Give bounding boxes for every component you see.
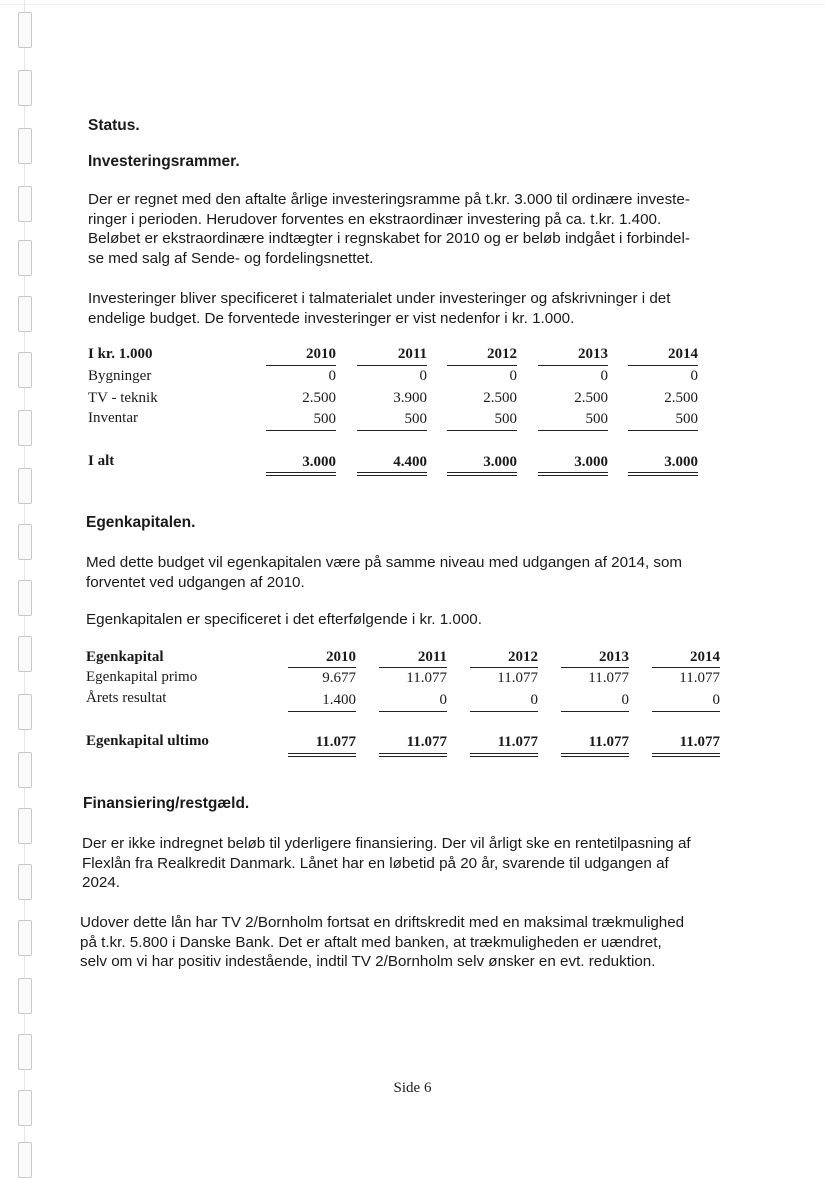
binder-hole xyxy=(18,186,32,222)
total-underline xyxy=(288,753,356,754)
subtotal-underline xyxy=(447,430,517,431)
equity-year-2010: 2010 xyxy=(326,649,356,665)
binder-hole xyxy=(18,296,32,332)
binder-hole xyxy=(18,352,32,388)
equity-paragraph-1: Med dette budget vil egenkapitalen være på samme niveau med udgangen af 2014, som forventet ved udgangen af 2010. xyxy=(86,554,683,591)
table-cell: 0 xyxy=(509,368,517,384)
row-label-inventar: Inventar xyxy=(88,410,138,426)
binder-hole xyxy=(18,70,32,106)
binder-hole xyxy=(18,978,32,1014)
table-total-cell: 11.077 xyxy=(588,734,629,750)
row-label-tv-teknik: TV - teknik xyxy=(88,390,158,406)
subtotal-underline xyxy=(538,430,608,431)
table-cell: 0 xyxy=(328,368,336,384)
financing-paragraph-2: Udover dette lån har TV 2/Bornholm fortsat en driftskredit med en maksimal trækmulighed på t.kr. 5.800 i Danske Bank. Det er aftalt med banken, at trækmuligheden er uændret, selv om vi har positiv indestående, indtil TV 2/Bornholm selv ønsker en evt. reduktion. xyxy=(80,914,685,970)
total-underline xyxy=(357,472,427,473)
equity-year-2013: 2013 xyxy=(599,649,629,665)
total-double-underline xyxy=(561,756,629,757)
total-double-underline xyxy=(628,475,698,476)
binder-hole xyxy=(18,864,32,900)
total-underline xyxy=(470,753,538,754)
subtotal-underline xyxy=(288,711,356,712)
subtotal-underline xyxy=(652,711,720,712)
total-double-underline xyxy=(379,756,447,757)
equity-year-2012: 2012 xyxy=(508,649,538,665)
binder-hole xyxy=(18,580,32,616)
financing-heading: Finansiering/restgæld. xyxy=(83,795,250,812)
table-cell: 2.500 xyxy=(302,390,336,406)
binder-hole xyxy=(18,468,32,504)
total-underline xyxy=(538,472,608,473)
total-underline xyxy=(628,472,698,473)
investments-year-2011: 2011 xyxy=(397,346,427,362)
binder-hole xyxy=(18,240,32,276)
total-underline xyxy=(447,472,517,473)
table-cell: 11.077 xyxy=(679,670,720,686)
header-underline xyxy=(379,667,447,668)
table-cell: 0 xyxy=(712,692,720,708)
table-cell: 11.077 xyxy=(497,670,538,686)
investments-table-header-label: I kr. 1.000 xyxy=(88,346,153,362)
table-total-cell: 3.000 xyxy=(574,454,608,470)
total-double-underline xyxy=(538,475,608,476)
table-cell: 500 xyxy=(313,411,336,427)
investments-paragraph-1: Der er regnet med den aftalte årlige investeringsramme på t.kr. 3.000 til ordinære investe- ringer i perioden. Herudover forventes en ekstraordinær investering på ca. t.kr. 1.400. Beløbet er ekstraordinære indtægter i regnskabet for 2010 og er beløb indgået i forbindel- se med salg af Sende- og fordelingsnettet. xyxy=(88,191,690,267)
table-cell: 2.500 xyxy=(664,390,698,406)
table-cell: 500 xyxy=(675,411,698,427)
binder-hole xyxy=(18,1034,32,1070)
binder-hole xyxy=(18,410,32,446)
subtotal-underline xyxy=(266,430,336,431)
subtotal-underline xyxy=(470,711,538,712)
subtotal-underline xyxy=(561,711,629,712)
header-underline xyxy=(470,667,538,668)
table-cell: 9.677 xyxy=(322,670,356,686)
binder-hole xyxy=(18,636,32,672)
total-double-underline xyxy=(357,475,427,476)
binder-hole xyxy=(18,524,32,560)
financing-paragraph-1: Der er ikke indregnet beløb til yderligere finansiering. Der vil årligt ske en rentetilpasning af Flexlån fra Realkredit Danmark. Lånet har en løbetid på 20 år, svarende til udgangen af 2024. xyxy=(82,835,691,891)
table-total-cell: 3.000 xyxy=(302,454,336,470)
table-cell: 0 xyxy=(621,692,629,708)
table-cell: 1.400 xyxy=(322,692,356,708)
binder-hole xyxy=(18,12,32,48)
total-underline xyxy=(266,472,336,473)
table-cell: 500 xyxy=(494,411,517,427)
table-cell: 0 xyxy=(439,692,447,708)
total-double-underline xyxy=(470,756,538,757)
binder-hole xyxy=(18,694,32,730)
row-label-arets-resultat: Årets resultat xyxy=(86,690,167,706)
equity-year-2014: 2014 xyxy=(690,649,720,665)
equity-paragraph-2: Egenkapitalen er specificeret i det efterfølgende i kr. 1.000. xyxy=(86,611,482,628)
subtotal-underline xyxy=(628,430,698,431)
total-underline xyxy=(652,753,720,754)
row-label-i-alt: I alt xyxy=(88,453,115,469)
total-underline xyxy=(561,753,629,754)
table-cell: 2.500 xyxy=(483,390,517,406)
table-total-cell: 3.000 xyxy=(483,454,517,470)
subtotal-underline xyxy=(357,430,427,431)
total-double-underline xyxy=(288,756,356,757)
header-underline xyxy=(288,667,356,668)
table-cell: 11.077 xyxy=(588,670,629,686)
row-label-bygninger: Bygninger xyxy=(88,368,152,384)
row-label-egenkapital-primo: Egenkapital primo xyxy=(86,669,198,685)
header-underline xyxy=(447,365,517,366)
table-total-cell: 11.077 xyxy=(406,734,447,750)
binder-hole xyxy=(18,920,32,956)
binder-hole xyxy=(18,808,32,844)
total-double-underline xyxy=(447,475,517,476)
equity-heading: Egenkapitalen. xyxy=(86,514,196,531)
table-cell: 0 xyxy=(530,692,538,708)
investments-year-2010: 2010 xyxy=(306,346,336,362)
investments-year-2013: 2013 xyxy=(578,346,608,362)
binder-hole xyxy=(18,1142,32,1178)
table-cell: 0 xyxy=(419,368,427,384)
total-double-underline xyxy=(652,756,720,757)
scan-top-edge xyxy=(0,4,825,5)
table-total-cell: 11.077 xyxy=(315,734,356,750)
equity-year-2011: 2011 xyxy=(417,649,447,665)
total-double-underline xyxy=(266,475,336,476)
table-cell: 0 xyxy=(690,368,698,384)
total-underline xyxy=(379,753,447,754)
header-underline xyxy=(538,365,608,366)
row-label-egenkapital-ultimo: Egenkapital ultimo xyxy=(86,733,209,749)
investments-paragraph-2: Investeringer bliver specificeret i talmaterialet under investeringer og afskrivninger i det endelige budget. De forventede investeringer er vist nedenfor i kr. 1.000. xyxy=(88,290,671,327)
investments-heading: Investeringsrammer. xyxy=(88,153,240,170)
header-underline xyxy=(266,365,336,366)
binder-holes xyxy=(18,0,38,1168)
header-underline xyxy=(357,365,427,366)
header-underline xyxy=(652,667,720,668)
page-number: Side 6 xyxy=(393,1080,432,1096)
binder-hole xyxy=(18,752,32,788)
table-total-cell: 4.400 xyxy=(393,454,427,470)
subtotal-underline xyxy=(379,711,447,712)
table-total-cell: 11.077 xyxy=(679,734,720,750)
table-cell: 2.500 xyxy=(574,390,608,406)
investments-year-2012: 2012 xyxy=(487,346,517,362)
table-cell: 500 xyxy=(585,411,608,427)
binder-hole xyxy=(18,128,32,164)
table-total-cell: 3.000 xyxy=(664,454,698,470)
header-underline xyxy=(561,667,629,668)
table-cell: 0 xyxy=(600,368,608,384)
table-cell: 11.077 xyxy=(406,670,447,686)
table-cell: 3.900 xyxy=(393,390,427,406)
investments-year-2014: 2014 xyxy=(668,346,698,362)
table-total-cell: 11.077 xyxy=(497,734,538,750)
status-heading: Status. xyxy=(88,117,140,134)
table-cell: 500 xyxy=(404,411,427,427)
header-underline xyxy=(628,365,698,366)
equity-table-header-label: Egenkapital xyxy=(86,649,164,665)
